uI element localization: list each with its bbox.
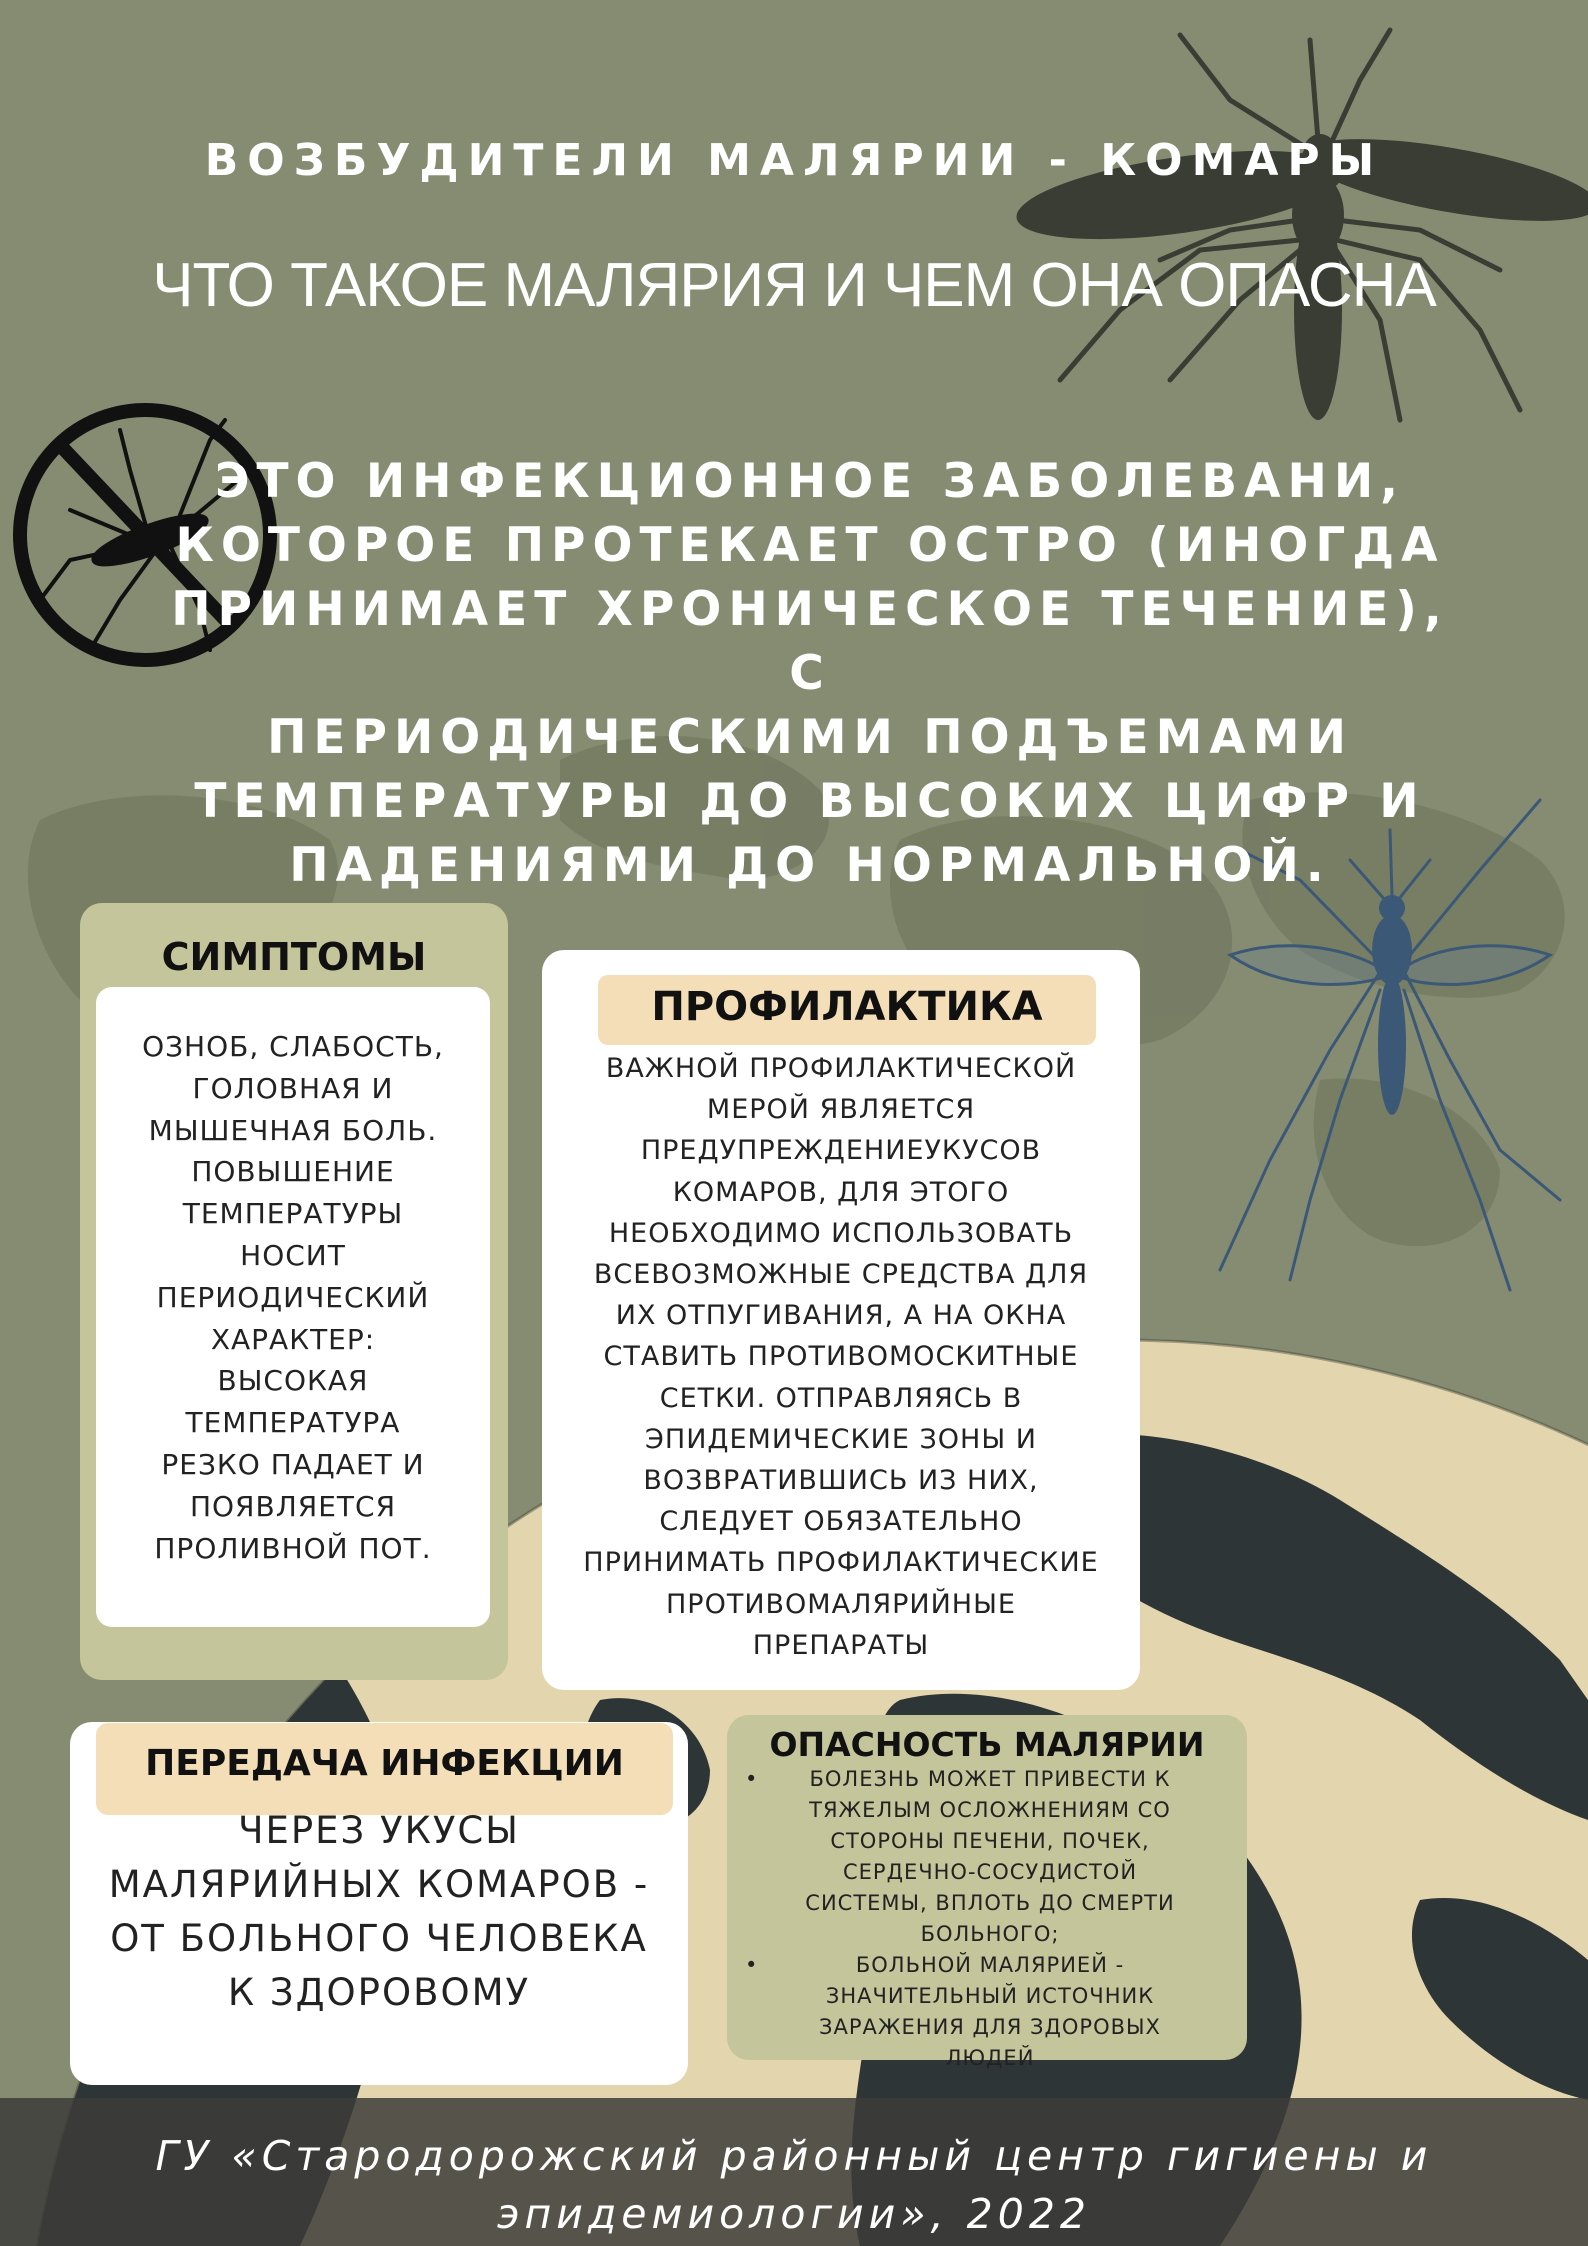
symptoms-line: ПОВЫШЕНИЕ xyxy=(191,1155,395,1189)
prevention-line: КОМАРОВ, ДЛЯ ЭТОГО xyxy=(672,1176,1010,1208)
danger-line: БОЛЬНОЙ МАЛЯРИЕЙ - xyxy=(855,1953,1125,1977)
transmission-title: ПЕРЕДАЧА ИНФЕКЦИИ xyxy=(145,1743,624,1784)
definition-line: ПАДЕНИЯМИ ДО НОРМАЛЬНОЙ. xyxy=(289,838,1331,893)
symptoms-title: СИМПТОМЫ xyxy=(161,935,427,979)
symptoms-line: ГОЛОВНАЯ И xyxy=(192,1071,394,1105)
transmission-line: ОТ БОЛЬНОГО ЧЕЛОВЕКА xyxy=(110,1917,648,1960)
prevention-line: ЭПИДЕМИЧЕСКИЕ ЗОНЫ И xyxy=(645,1423,1037,1455)
prevention-line: ВОЗВРАТИВШИСЬ ИЗ НИХ, xyxy=(643,1465,1039,1497)
bullet-dot: • xyxy=(745,1767,759,1791)
symptoms-line: ПЕРИОДИЧЕСКИЙ xyxy=(156,1280,430,1314)
prevention-line: НЕОБХОДИМО ИСПОЛЬЗОВАТЬ xyxy=(608,1217,1074,1249)
danger-line: БОЛЬНОГО; xyxy=(920,1922,1060,1946)
danger-line: ЗНАЧИТЕЛЬНЫЙ ИСТОЧНИК xyxy=(825,1984,1155,2008)
definition-line: ПРИНИМАЕТ ХРОНИЧЕСКОЕ ТЕЧЕНИЕ), С xyxy=(171,582,1449,701)
danger-line: ЗАРАЖЕНИЯ ДЛЯ ЗДОРОВЫХ xyxy=(819,2015,1161,2039)
footer-line: эпидемиологии», 2022 xyxy=(496,2190,1092,2238)
prevention-text xyxy=(550,1048,1132,1666)
transmission-line: К ЗДОРОВОМУ xyxy=(227,1971,531,2014)
danger-line: СЕРДЕЧНО-СОСУДИСТОЙ xyxy=(842,1860,1138,1884)
symptoms-line: ТЕМПЕРАТУРЫ xyxy=(182,1197,404,1231)
danger-title: ОПАСНОСТЬ МАЛЯРИИ xyxy=(769,1725,1205,1764)
transmission-line: ЧЕРЕЗ УКУСЫ xyxy=(238,1809,520,1852)
prevention-line: СТАВИТЬ ПРОТИВОМОСКИТНЫЕ xyxy=(603,1341,1079,1373)
footer-line: ГУ «Стародорожский районный центр гигиены и xyxy=(155,2132,1433,2180)
danger-bullet xyxy=(745,1950,1235,2074)
prevention-line: ИХ ОТПУГИВАНИЯ, А НА ОКНА xyxy=(615,1300,1067,1332)
danger-line: СИСТЕМЫ, ВПЛОТЬ ДО СМЕРТИ xyxy=(805,1891,1175,1915)
symptoms-line: МЫШЕЧНАЯ БОЛЬ. xyxy=(148,1113,438,1147)
symptoms-line: ОЗНОБ, СЛАБОСТЬ, xyxy=(142,1030,444,1063)
symptoms-text xyxy=(110,1026,476,1569)
prevention-line: СЛЕДУЕТ ОБЯЗАТЕЛЬНО xyxy=(659,1506,1023,1538)
definition-line: ПЕРИОДИЧЕСКИМИ ПОДЪЕМАМИ xyxy=(267,710,1353,765)
prevention-line: МЕРОЙ ЯВЛЯЕТСЯ xyxy=(706,1094,976,1126)
poster-subtitle: ЧТО ТАКОЕ МАЛЯРИЯ И ЧЕМ ОНА ОПАСНА xyxy=(152,251,1436,320)
malaria-definition xyxy=(140,450,1480,898)
symptoms-line: ВЫСОКАЯ xyxy=(217,1364,369,1398)
symptoms-line: ПОЯВЛЯЕТСЯ xyxy=(189,1489,397,1523)
poster-title: ВОЗБУДИТЕЛИ МАЛЯРИИ - КОМАРЫ xyxy=(204,135,1384,186)
prevention-line: ВСЕВОЗМОЖНЫЕ СРЕДСТВА ДЛЯ xyxy=(593,1259,1089,1291)
prevention-line: ВАЖНОЙ ПРОФИЛАКТИЧЕСКОЙ xyxy=(605,1053,1077,1084)
danger-line: СТОРОНЫ ПЕЧЕНИ, ПОЧЕК, xyxy=(830,1829,1150,1853)
footer-credit xyxy=(100,2127,1488,2243)
danger-bullet xyxy=(745,1764,1235,1950)
prevention-line: ПРЕДУПРЕЖДЕНИЕУКУСОВ xyxy=(640,1135,1042,1167)
prevention-line: ПРИНИМАТЬ ПРОФИЛАКТИЧЕСКИЕ xyxy=(583,1547,1099,1579)
symptoms-line: ХАРАКТЕР: xyxy=(210,1322,376,1356)
symptoms-line: НОСИТ xyxy=(240,1238,346,1272)
definition-line: КОТОРОЕ ПРОТЕКАЕТ ОСТРО (ИНОГДА xyxy=(175,518,1445,573)
prevention-line: ПРОТИВОМАЛЯРИЙНЫЕ xyxy=(666,1588,1016,1620)
prevention-title: ПРОФИЛАКТИКА xyxy=(651,984,1043,1030)
danger-line: БОЛЕЗНЬ МОЖЕТ ПРИВЕСТИ К xyxy=(809,1767,1171,1791)
symptoms-line: РЕЗКО ПАДАЕТ И xyxy=(161,1447,425,1481)
danger-line: ЛЮДЕЙ xyxy=(945,2046,1035,2070)
prevention-line: СЕТКИ. ОТПРАВЛЯЯСЬ В xyxy=(659,1382,1023,1414)
transmission-text xyxy=(75,1804,683,2020)
mosquito-silhouette-icon xyxy=(1011,30,1588,420)
definition-line: ЭТО ИНФЕКЦИОННОЕ ЗАБОЛЕВАНИ, xyxy=(214,454,1406,509)
symptoms-line: ПРОЛИВНОЙ ПОТ. xyxy=(154,1531,432,1565)
transmission-line: МАЛЯРИЙНЫХ КОМАРОВ - xyxy=(108,1863,650,1906)
danger-text xyxy=(745,1764,1235,2070)
danger-line: ТЯЖЕЛЫМ ОСЛОЖНЕНИЯМ СО xyxy=(809,1798,1171,1822)
symptoms-line: ТЕМПЕРАТУРА xyxy=(185,1406,401,1440)
bullet-dot: • xyxy=(745,1953,759,1977)
definition-line: ТЕМПЕРАТУРЫ ДО ВЫСОКИХ ЦИФР И xyxy=(194,774,1426,829)
prevention-line: ПРЕПАРАТЫ xyxy=(752,1629,930,1661)
